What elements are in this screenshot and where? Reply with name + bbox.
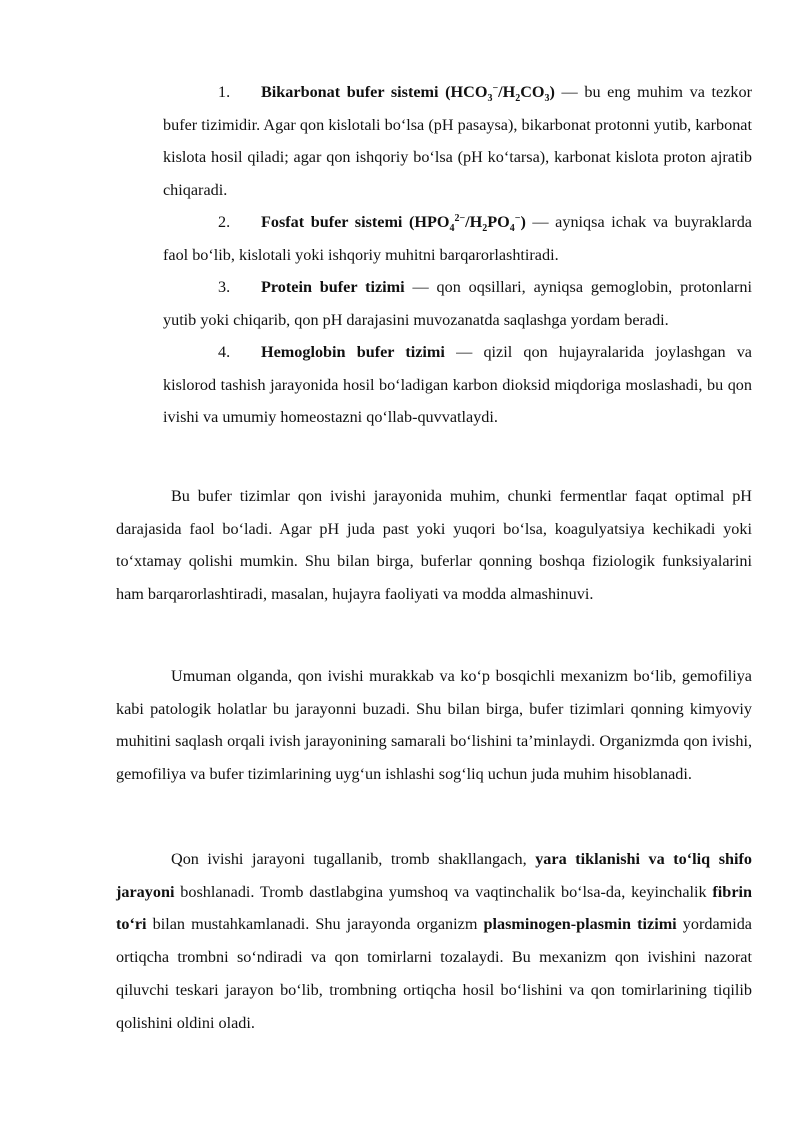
item-title: Bikarbonat bufer sistemi $(HCO_3^-/H_2CO_3)$ xyxy=(261,83,555,104)
item-text: — qizil qon hujayralarida joylashgan va kislorod tashish jarayonida hosil bo‘ladigan karbon dioksid miqdoriga moslashadi, bu qon ivishi va umumiy homeostazni qo‘llab-quvvatlaydi. xyxy=(163,343,752,426)
buffer-systems-list xyxy=(163,76,752,434)
bold-term: plasminogen-plasmin tizimi xyxy=(483,915,677,934)
item-title: Protein bufer tizimi xyxy=(261,278,405,296)
paragraph-healing: Qon ivishi jarayoni tugallanib, tromb shakllangach, yara tiklanishi va to‘liq shifo jarayoni boshlanadi. Tromb dastlabgina yumshoq va vaqtinchalik bo‘lsa-da, keyinchalik fibrin to‘ri bilan mustahkamlanadi. Shu jarayonda organizm plasminogen-plasmin tizimi yordamida ortiqcha trombni so‘ndiradi va qon tomirlarni tozalaydi. Bu mexanizm qon ivishini nazorat qiluvchi teskari jarayon bo‘lib, trombning ortiqcha hosil bo‘lishini va qon tomirlarining tiqilib qolishini oldini oladi. xyxy=(116,850,753,1032)
list-item xyxy=(163,271,752,336)
item-title: Hemoglobin bufer tizimi xyxy=(261,343,445,361)
item-title: Fosfat bufer sistemi $(HPO_4^{2-}/H_2PO_4^-)$ xyxy=(261,213,526,234)
bold-term: yara tiklanishi va to‘liq shifo jarayoni xyxy=(116,850,753,901)
bold-term: fibrin to‘ri xyxy=(116,882,752,934)
list-number: 1. xyxy=(218,83,231,101)
paragraph-buffers-role: Bu bufer tizimlar qon ivishi jarayonida muhim, chunki fermentlar faqat optimal pH darajasida faol bo‘ladi. Agar pH juda past yoki yuqori bo‘lsa, koagulyatsiya kechikadi yoki to‘xtamay qolishi mumkin. Shu bilan birga, buferlar qonning boshqa fiziologik funksiyalarini ham barqarorlashtiradi, masalan, hujayra faoliyati va modda almashinuvi. xyxy=(116,487,752,604)
list-item xyxy=(163,206,752,271)
list-number: 2. xyxy=(218,213,231,231)
item-text: — qon oqsillari, ayniqsa gemoglobin, protonlarni yutib yoki chiqarib, qon pH darajasini muvozanatda saqlashga yordam beradi. xyxy=(163,278,752,329)
list-item xyxy=(163,336,752,434)
list-item xyxy=(163,76,752,206)
list-number: 4. xyxy=(218,343,231,361)
paragraph-summary: Umuman olganda, qon ivishi murakkab va ko‘p bosqichli mexanizm bo‘lib, gemofiliya kabi patologik holatlar bu jarayonni buzadi. Shu bilan birga, bufer tizimlari qonning kimyoviy muhitini saqlash orqali ivish jarayonining samarali bo‘lishini ta’minlaydi. Organizmda qon ivishi, gemofiliya va bufer tizimlarining uyg‘un ishlashi sog‘liq uchun juda muhim hisoblanadi. xyxy=(116,667,752,784)
item-text: — bu eng muhim va tezkor bufer tizimidir. Agar qon kislotali bo‘lsa (pH pasaysa), bikarbonat protonni yutib, karbonat kislota hosil qiladi; agar qon ishqoriy bo‘lsa (pH ko‘tarsa), karbonat kislota proton ajratib chiqaradi. xyxy=(163,83,752,199)
item-text: — ayniqsa ichak va buyraklarda faol bo‘lib, kislotali yoki ishqoriy muhitni barqarorlashtiradi. xyxy=(163,213,752,264)
list-number: 3. xyxy=(218,278,231,296)
